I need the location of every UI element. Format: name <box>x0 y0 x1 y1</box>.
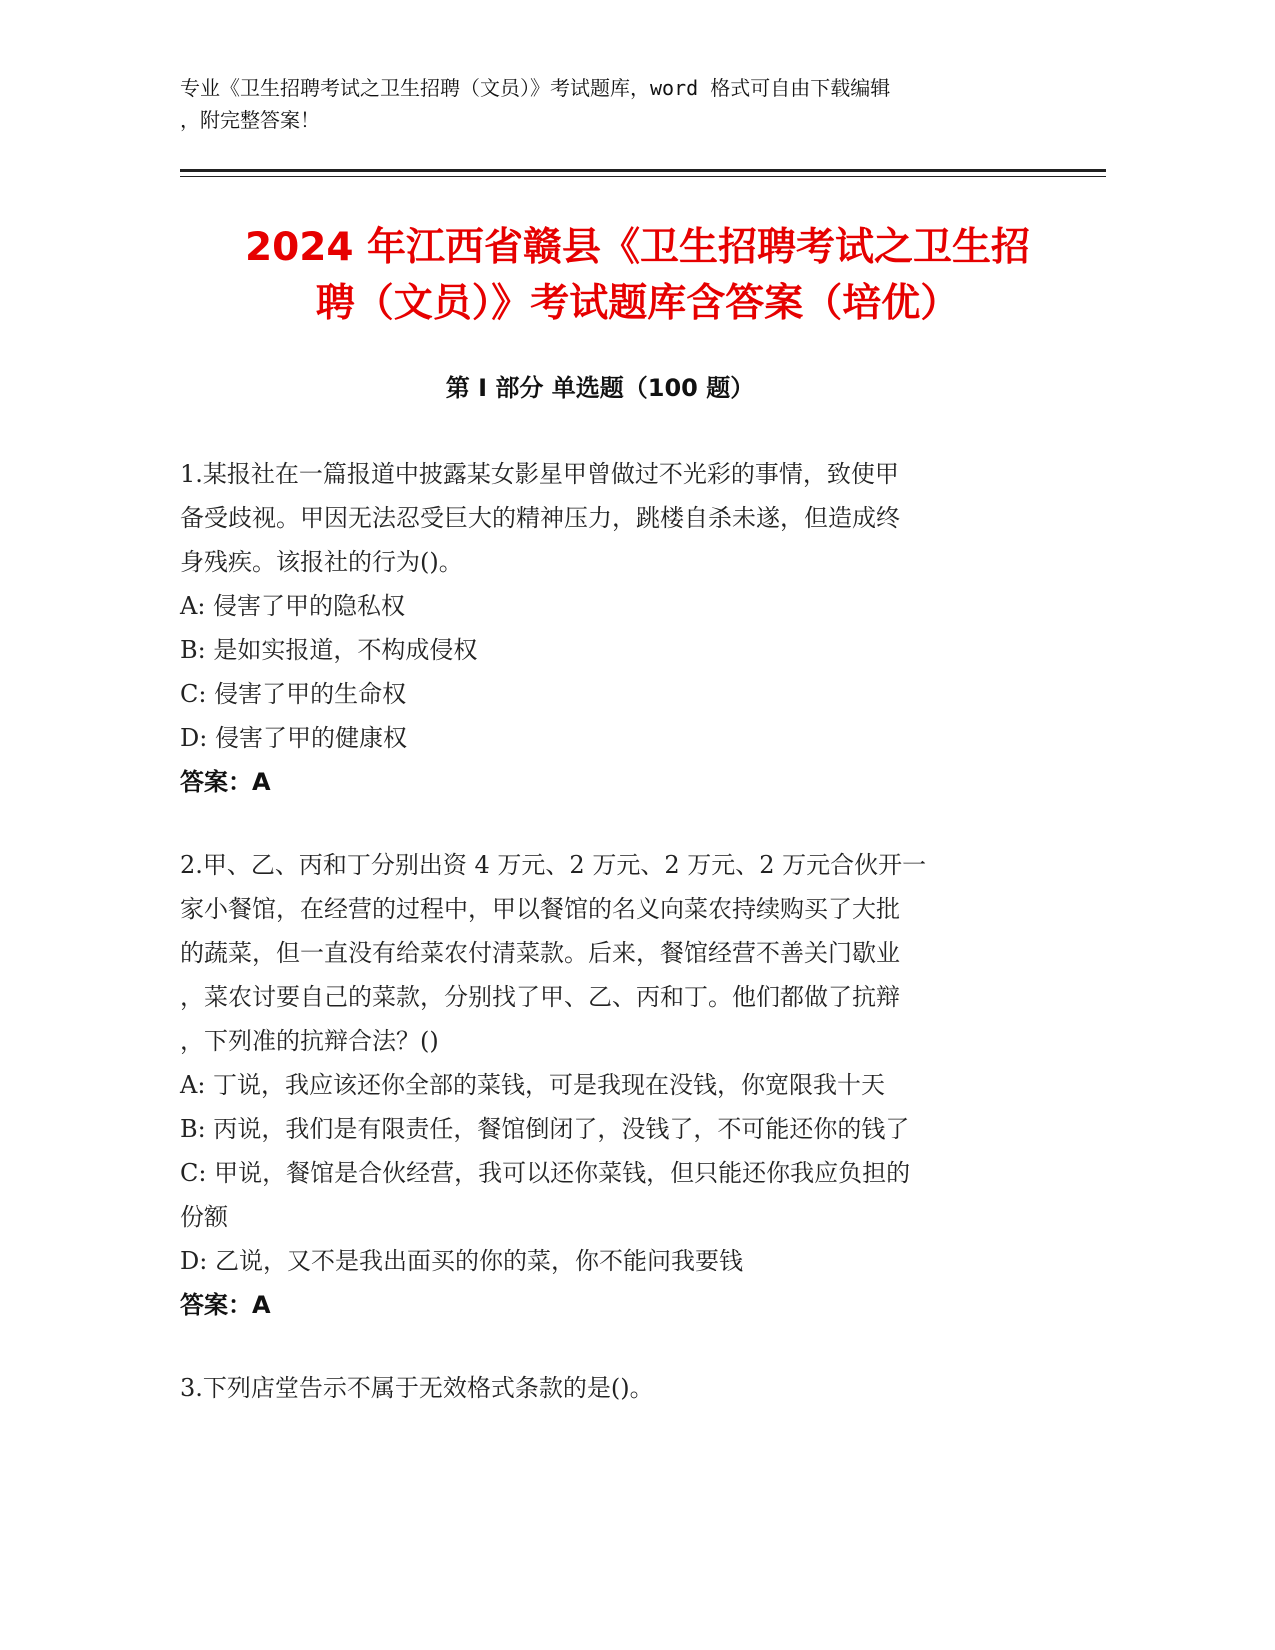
question-3 <box>180 1366 1040 1410</box>
header-divider-thick <box>180 169 1106 172</box>
header-note-line: 专业《卫生招聘考试之卫生招聘（文员）》考试题库，word 格式可自由下载编辑 <box>180 76 891 100</box>
question-stem-line: ，菜农讨要自己的菜款，分别找了甲、乙、丙和丁。他们都做了抗辩 <box>180 983 900 1011</box>
option-d: D: 侵害了甲的健康权 <box>180 724 407 752</box>
option-c: C: 甲说，餐馆是合伙经营，我可以还你菜钱，但只能还你我应负担的 <box>180 1159 911 1187</box>
question-2 <box>180 843 1040 1327</box>
header-note <box>180 72 1040 136</box>
question-stem-line: 备受歧视。甲因无法忍受巨大的精神压力，跳楼自杀未遂，但造成终 <box>180 504 900 532</box>
question-stem-line: 的蔬菜，但一直没有给菜农付清菜款。后来，餐馆经营不善关门歇业 <box>180 939 900 967</box>
question-1 <box>180 452 1040 804</box>
question-stem-line: 2.甲、乙、丙和丁分别出资 4 万元、2 万元、2 万元、2 万元合伙开一 <box>180 851 927 879</box>
title-line: 聘（文员）》考试题库含答案（培优） <box>315 281 960 326</box>
option-c-continued: 份额 <box>180 1203 228 1231</box>
document-title <box>150 220 1125 332</box>
header-note-line: ，附完整答案！ <box>180 108 320 132</box>
option-c: C: 侵害了甲的生命权 <box>180 680 407 708</box>
answer-label: 答案：A <box>180 768 271 796</box>
title-line: 2024 年江西省赣县《卫生招聘考试之卫生招 <box>244 225 1031 270</box>
option-b: B: 是如实报道，不构成侵权 <box>180 636 478 664</box>
question-stem-line: ，下列准的抗辩合法？() <box>180 1027 439 1055</box>
option-a: A: 侵害了甲的隐私权 <box>180 592 406 620</box>
question-stem-line: 身残疾。该报社的行为()。 <box>180 548 463 576</box>
question-stem-line: 3.下列店堂告示不属于无效格式条款的是()。 <box>180 1374 654 1402</box>
answer-label: 答案：A <box>180 1291 271 1319</box>
option-a: A: 丁说，我应该还你全部的菜钱，可是我现在没钱，你宽限我十天 <box>180 1071 886 1099</box>
option-d: D: 乙说，又不是我出面买的你的菜，你不能问我要钱 <box>180 1247 743 1275</box>
option-b: B: 丙说，我们是有限责任，餐馆倒闭了，没钱了，不可能还你的钱了 <box>180 1115 910 1143</box>
section-heading: 第 I 部分 单选题（100 题） <box>445 374 755 402</box>
question-stem-line: 家小餐馆，在经营的过程中，甲以餐馆的名义向菜农持续购买了大批 <box>180 895 900 923</box>
question-stem-line: 1.某报社在一篇报道中披露某女影星甲曾做过不光彩的事情，致使甲 <box>180 460 899 488</box>
header-divider-thin <box>180 176 1106 177</box>
